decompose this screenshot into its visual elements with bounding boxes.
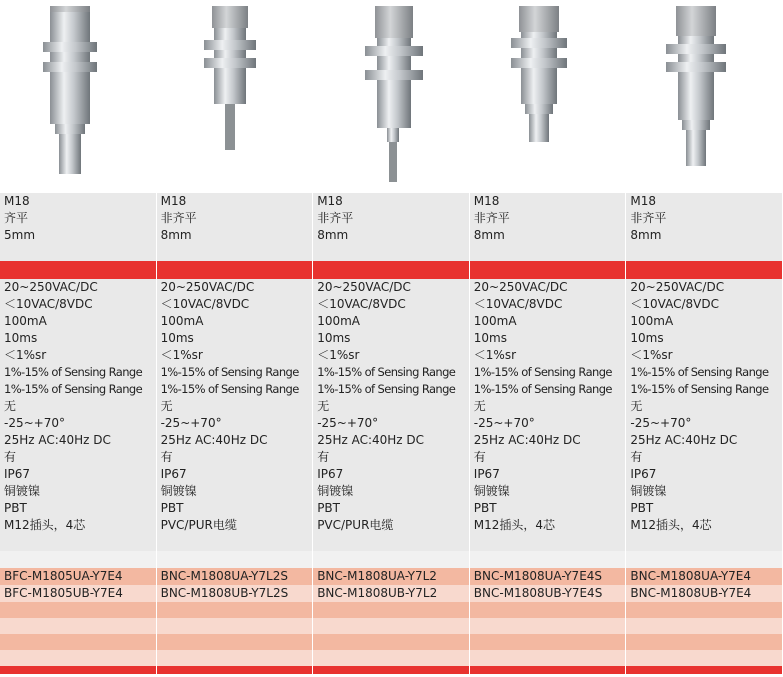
cell-hysteresis: 1%-15% of Sensing Range (470, 381, 627, 398)
cell-face: PBT (157, 500, 314, 517)
cell-short: 无 (470, 398, 627, 415)
cell-blank (157, 551, 314, 568)
row-hysteresis-1 (0, 364, 783, 381)
row-repeat (0, 347, 783, 364)
cell-housing: 铜镀镍 (313, 483, 470, 500)
cell-thread: M18 (470, 193, 627, 210)
cell-response: 10ms (470, 330, 627, 347)
cell-voltage-drop: ＜10VAC/8VDC (157, 296, 314, 313)
cell-empty (470, 618, 627, 634)
sensor-image-flush-connector (35, 4, 105, 184)
cell-repeat: ＜1%sr (626, 347, 783, 364)
cell-model-no: BNC-M1808UB-Y7E4 (626, 585, 783, 602)
cell-hysteresis: 1%-15% of Sensing Range (0, 364, 157, 381)
cell-frequency: 25Hz AC:40Hz DC (157, 432, 314, 449)
cell-current: 100mA (0, 313, 157, 330)
cell-connection: M12插头，4芯 (626, 517, 783, 534)
cell-blank (0, 244, 157, 261)
cell-current: 100mA (157, 313, 314, 330)
row-indicator (0, 449, 783, 466)
cell-housing: 铜镀镍 (626, 483, 783, 500)
cell-indicator: 有 (0, 449, 157, 466)
cell-mount: 非齐平 (626, 210, 783, 227)
product-images-row (0, 0, 783, 193)
cell-empty (157, 634, 314, 650)
row-voltage-drop (0, 296, 783, 313)
spec-table (0, 193, 783, 674)
cell-face: PBT (626, 500, 783, 517)
row-face (0, 500, 783, 517)
cell-empty (626, 650, 783, 666)
cell-short: 无 (157, 398, 314, 415)
cell-ip: IP67 (0, 466, 157, 483)
cell-temperature: -25~+70° (626, 415, 783, 432)
cell-empty (157, 650, 314, 666)
cell-ip: IP67 (157, 466, 314, 483)
cell-face: PBT (470, 500, 627, 517)
row-model-b (0, 585, 783, 602)
cell-connection: PVC/PUR电缆 (313, 517, 470, 534)
cell-hysteresis: 1%-15% of Sensing Range (157, 381, 314, 398)
divider-band (157, 261, 314, 279)
cell-voltage: 20~250VAC/DC (0, 279, 157, 296)
cell-repeat: ＜1%sr (470, 347, 627, 364)
cell-mount: 非齐平 (470, 210, 627, 227)
row-hysteresis-2 (0, 381, 783, 398)
cell-empty (470, 634, 627, 650)
cell-current: 100mA (313, 313, 470, 330)
cell-voltage: 20~250VAC/DC (626, 279, 783, 296)
footer-band (0, 666, 157, 674)
row-red-divider (0, 261, 783, 279)
cell-model-no: BNC-M1808UB-Y7L2S (157, 585, 314, 602)
cell-frequency: 25Hz AC:40Hz DC (626, 432, 783, 449)
cell-blank (313, 534, 470, 551)
cell-current: 100mA (470, 313, 627, 330)
cell-face: PBT (313, 500, 470, 517)
cell-thread: M18 (626, 193, 783, 210)
cell-repeat: ＜1%sr (313, 347, 470, 364)
cell-voltage-drop: ＜10VAC/8VDC (0, 296, 157, 313)
sensor-image-nonflush-connector (505, 4, 575, 144)
row-distance (0, 227, 783, 244)
cell-thread: M18 (313, 193, 470, 210)
divider-band (0, 261, 157, 279)
row-red-footer (0, 666, 783, 674)
cell-voltage: 20~250VAC/DC (313, 279, 470, 296)
cell-connection: M12插头，4芯 (0, 517, 157, 534)
cell-repeat: ＜1%sr (157, 347, 314, 364)
cell-blank (626, 534, 783, 551)
cell-response: 10ms (626, 330, 783, 347)
cell-frequency: 25Hz AC:40Hz DC (0, 432, 157, 449)
cell-empty (313, 602, 470, 618)
divider-band (626, 261, 783, 279)
cell-temperature: -25~+70° (157, 415, 314, 432)
cell-hysteresis: 1%-15% of Sensing Range (0, 381, 157, 398)
cell-response: 10ms (313, 330, 470, 347)
cell-empty (0, 650, 157, 666)
row-voltage (0, 279, 783, 296)
cell-blank (470, 551, 627, 568)
cell-empty (626, 602, 783, 618)
cell-frequency: 25Hz AC:40Hz DC (470, 432, 627, 449)
cell-blank (0, 551, 157, 568)
row-blank-3 (0, 551, 783, 568)
cell-response: 10ms (0, 330, 157, 347)
cell-voltage-drop: ＜10VAC/8VDC (626, 296, 783, 313)
cell-model-no: BFC-M1805UB-Y7E4 (0, 585, 157, 602)
cell-hysteresis: 1%-15% of Sensing Range (470, 364, 627, 381)
divider-band (313, 261, 470, 279)
cell-empty (0, 602, 157, 618)
cell-ip: IP67 (470, 466, 627, 483)
cell-indicator: 有 (313, 449, 470, 466)
cell-temperature: -25~+70° (313, 415, 470, 432)
cell-blank (470, 244, 627, 261)
cell-distance: 8mm (313, 227, 470, 244)
cell-empty (626, 634, 783, 650)
cell-blank (157, 534, 314, 551)
cell-mount: 齐平 (0, 210, 157, 227)
cell-voltage: 20~250VAC/DC (157, 279, 314, 296)
cell-repeat: ＜1%sr (0, 347, 157, 364)
row-blank-2 (0, 534, 783, 551)
cell-distance: 5mm (0, 227, 157, 244)
cell-distance: 8mm (470, 227, 627, 244)
cell-model-no: BNC-M1808UA-Y7E4S (470, 568, 627, 585)
row-temperature (0, 415, 783, 432)
cell-hysteresis: 1%-15% of Sensing Range (313, 364, 470, 381)
cell-temperature: -25~+70° (470, 415, 627, 432)
row-current (0, 313, 783, 330)
cell-hysteresis: 1%-15% of Sensing Range (313, 381, 470, 398)
cell-distance: 8mm (157, 227, 314, 244)
footer-band (626, 666, 783, 674)
cell-model-no: BNC-M1808UB-Y7L2 (313, 585, 470, 602)
cell-temperature: -25~+70° (0, 415, 157, 432)
cell-empty (157, 618, 314, 634)
row-housing (0, 483, 783, 500)
cell-ip: IP67 (626, 466, 783, 483)
row-thread (0, 193, 783, 210)
cell-model-no: BNC-M1808UA-Y7L2 (313, 568, 470, 585)
row-short-protection (0, 398, 783, 415)
cell-empty (313, 618, 470, 634)
cell-model-no: BNC-M1808UB-Y7E4S (470, 585, 627, 602)
cell-indicator: 有 (470, 449, 627, 466)
cell-blank (0, 534, 157, 551)
cell-blank (626, 551, 783, 568)
cell-response: 10ms (157, 330, 314, 347)
cell-hysteresis: 1%-15% of Sensing Range (626, 381, 783, 398)
cell-empty (470, 650, 627, 666)
cell-distance: 8mm (626, 227, 783, 244)
row-blank (0, 244, 783, 261)
cell-indicator: 有 (157, 449, 314, 466)
cell-voltage: 20~250VAC/DC (470, 279, 627, 296)
row-empty-pink-1 (0, 618, 783, 634)
cell-voltage-drop: ＜10VAC/8VDC (313, 296, 470, 313)
cell-indicator: 有 (626, 449, 783, 466)
cell-voltage-drop: ＜10VAC/8VDC (470, 296, 627, 313)
cell-connection: M12插头，4芯 (470, 517, 627, 534)
cell-housing: 铜镀镍 (0, 483, 157, 500)
cell-blank (626, 244, 783, 261)
sensor-image-nonflush-cable (195, 4, 265, 154)
cell-empty (0, 634, 157, 650)
cell-ip: IP67 (313, 466, 470, 483)
cell-face: PBT (0, 500, 157, 517)
footer-band (313, 666, 470, 674)
cell-blank (470, 534, 627, 551)
footer-band (157, 666, 314, 674)
cell-frequency: 25Hz AC:40Hz DC (313, 432, 470, 449)
row-empty-salmon-2 (0, 634, 783, 650)
cell-model-no: BNC-M1808UA-Y7E4 (626, 568, 783, 585)
cell-empty (626, 618, 783, 634)
cell-connection: PVC/PUR电缆 (157, 517, 314, 534)
row-response (0, 330, 783, 347)
divider-band (470, 261, 627, 279)
cell-model-no: BFC-M1805UA-Y7E4 (0, 568, 157, 585)
row-connection (0, 517, 783, 534)
cell-empty (470, 602, 627, 618)
cell-mount: 非齐平 (313, 210, 470, 227)
cell-short: 无 (0, 398, 157, 415)
cell-housing: 铜镀镍 (157, 483, 314, 500)
cell-empty (313, 650, 470, 666)
row-empty-salmon-1 (0, 602, 783, 618)
cell-hysteresis: 1%-15% of Sensing Range (157, 364, 314, 381)
cell-short: 无 (313, 398, 470, 415)
row-mount (0, 210, 783, 227)
cell-empty (157, 602, 314, 618)
cell-empty (313, 634, 470, 650)
cell-empty (0, 618, 157, 634)
sensor-image-nonflush-connector-2 (660, 4, 730, 169)
footer-band (470, 666, 627, 674)
sensor-image-nonflush-cable-long (355, 4, 435, 184)
cell-hysteresis: 1%-15% of Sensing Range (626, 364, 783, 381)
cell-blank (157, 244, 314, 261)
row-empty-pink-2 (0, 650, 783, 666)
cell-model-no: BNC-M1808UA-Y7L2S (157, 568, 314, 585)
cell-thread: M18 (157, 193, 314, 210)
cell-thread: M18 (0, 193, 157, 210)
row-frequency (0, 432, 783, 449)
cell-mount: 非齐平 (157, 210, 314, 227)
cell-housing: 铜镀镍 (470, 483, 627, 500)
cell-current: 100mA (626, 313, 783, 330)
cell-blank (313, 551, 470, 568)
cell-short: 无 (626, 398, 783, 415)
row-model-a (0, 568, 783, 585)
row-ip (0, 466, 783, 483)
cell-blank (313, 244, 470, 261)
